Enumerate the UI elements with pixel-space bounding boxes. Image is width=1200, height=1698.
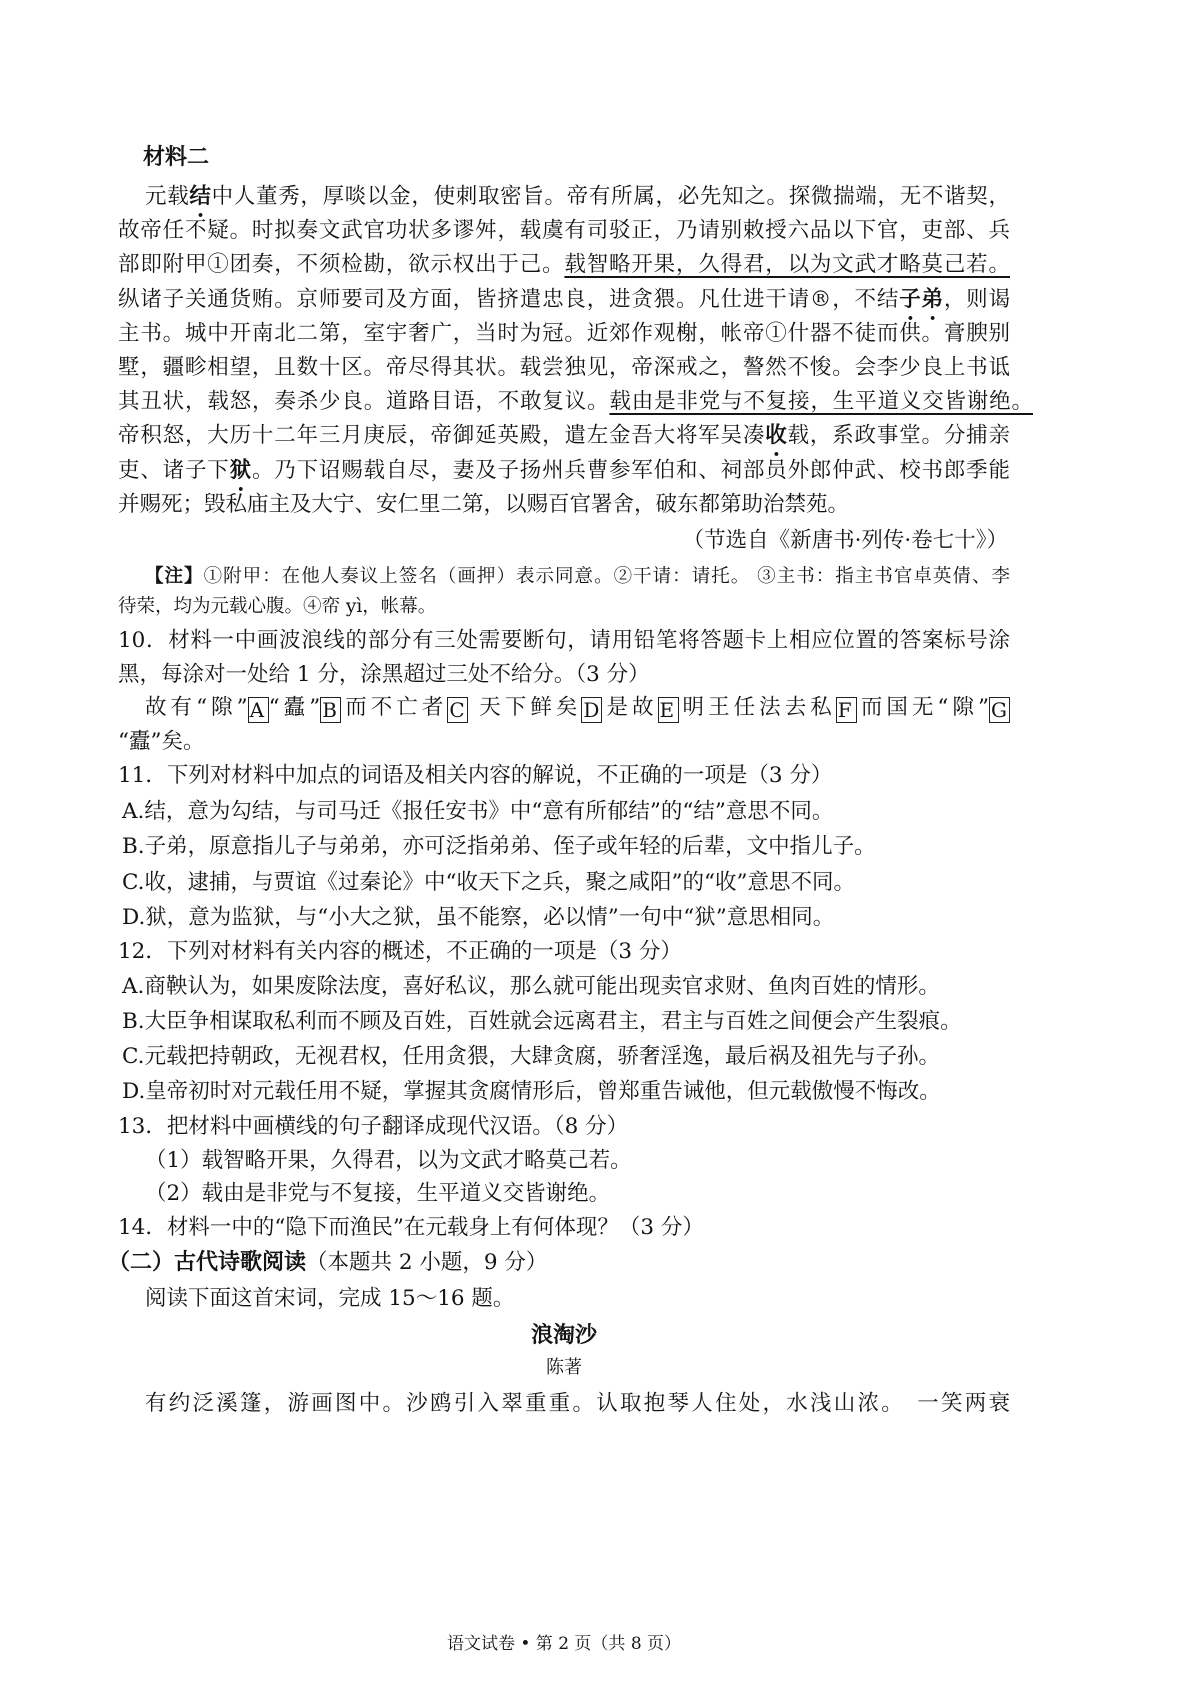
question-12 — [118, 934, 1018, 1109]
poem-line — [145, 1387, 1010, 1421]
poem-text: 有约泛溪篷，游画图中。沙鸥引入翠重重。认取抱琴人住处，水浅山浓。 — [145, 1391, 905, 1416]
poem-author: 陈著 — [546, 1357, 582, 1378]
passage-text: 其丑状，载怒，奏杀少良。道路目语，不敢复议。 — [118, 389, 610, 415]
sentence-segment: 而国无“隙” — [856, 695, 989, 720]
passage-line — [118, 488, 1010, 522]
passage-text: 吏、诸子下 — [118, 457, 230, 483]
passage-text: 。乃下诏赐载自尽，妻及子扬州兵曹参军伯和、祠部员外郎仲武、校书郎季能 — [251, 457, 1010, 483]
sentence-segment: 而不亡者 — [341, 695, 448, 720]
answer-box-d[interactable]: D — [581, 697, 602, 723]
sentence-tail: “蠹”矣。 — [118, 728, 205, 754]
passage-source: （节选自《新唐书·列传·卷七十》） — [682, 528, 1008, 553]
passage-text: 纵诸子关通货贿。京师要司及方面，皆挤遣忠良，进贪猥。凡仕进干请®，不结 — [118, 286, 900, 312]
option-d: D.皇帝初时对元载任用不疑，掌握其贪腐情形后，曾郑重告诫他，但元载傲慢不悔改。 — [122, 1079, 941, 1104]
question-stem: 10．材料一中画波浪线的部分有三处需要断句，请用铅笔将答题卡上相应位置的答案标号涂 — [118, 628, 1010, 653]
translation-item-2: （2）载由是非党与不复接，生平道义交皆谢绝。 — [145, 1181, 611, 1206]
passage-line — [118, 385, 1033, 419]
question-13 — [118, 1110, 1018, 1211]
answer-box-f[interactable]: F — [836, 697, 857, 723]
option-b: B.子弟，原意指儿子与弟弟，亦可泛指弟弟、侄子或年轻的后辈，文中指儿子。 — [122, 834, 876, 859]
passage-text: 载，系政事堂。分捕亲 — [787, 423, 1010, 449]
question-stem: 14．材料一中的“隐下而渔民”在元载身上有何体现？（3 分） — [118, 1215, 704, 1240]
underlined-sentence: 载智略开果，久得君，以为文武才略莫己若。 — [564, 252, 1010, 278]
passage-text: ，则谒 — [943, 286, 1010, 312]
question-11 — [118, 758, 1018, 936]
underlined-sentence: 载由是非党与不复接，生平道义交皆谢绝。 — [609, 389, 1033, 415]
section-instruction — [145, 1282, 1005, 1316]
annotation-line — [118, 562, 1010, 592]
question-14 — [118, 1211, 1018, 1245]
material-heading: 材料二 — [143, 145, 210, 170]
passage-line — [118, 454, 1010, 488]
instruction-text: 阅读下面这首宋词，完成 15～16 题。 — [145, 1286, 515, 1311]
poem-body — [145, 1387, 1010, 1421]
annotation-label: 【注】 — [145, 566, 204, 587]
translation-item-1: （1）载智略开果，久得君，以为文武才略莫己若。 — [145, 1147, 632, 1173]
section-line — [108, 1246, 1008, 1280]
question-stem: 黑，每涂对一处给 1 分，涂黑超过三处不给分。（3 分） — [118, 661, 650, 687]
sentence-break-line — [145, 691, 1010, 725]
passage-text: 墅，疆畛相望，且数十区。帝尽得其状。载尝独见，帝深戒之，謷然不悛。会李少良上书诋 — [118, 354, 1010, 380]
sentence-segment: 是故 — [602, 695, 658, 720]
option-a: A.商鞅认为，如果废除法度，喜好私议，那么就可能出现卖官求财、鱼肉百姓的情形。 — [122, 974, 940, 999]
option-c: C.元载把持朝政，无视君权，任用贪猥，大肆贪腐，骄奢淫逸，最后祸及祖先与子孙。 — [122, 1044, 941, 1069]
answer-box-g[interactable]: G — [989, 697, 1010, 723]
answer-box-a[interactable]: A — [248, 697, 269, 723]
page-footer: 语文试卷 • 第 2 页（共 8 页） — [446, 1634, 682, 1654]
sentence-segment: 故有“隙” — [145, 695, 248, 720]
section-heading — [108, 1246, 1008, 1280]
emphasized-word: 收 — [765, 423, 788, 449]
sentence-segment: “蠹” — [268, 695, 321, 720]
annotations — [118, 562, 1010, 622]
option-b: B.大臣争相谋取私利而不顾及百姓，百姓就会远离君主，君主与百姓之间便会产生裂痕。 — [122, 1009, 962, 1034]
passage-text: 元载 — [145, 184, 190, 209]
passage-text: 故帝任不疑。时拟奏文武官功状多谬舛，载虞有司驳正，乃请别敕授六品以下官，吏部、兵 — [118, 218, 1010, 244]
sentence-segment: 天下鲜矣 — [468, 695, 582, 720]
poem-text: 一笑两衰 — [914, 1391, 1010, 1416]
passage-text: 中人董秀，厚啖以金，使刺取密旨。帝有所属，必先知之。探微揣端，无不谐契， — [211, 184, 1010, 209]
answer-box-e[interactable]: E — [658, 697, 679, 723]
passage-line — [118, 283, 1010, 317]
passage-text: 主书。城中开南北二第，室宇奢广，当时为冠。近郊作观榭，帐帝①什器不徒而供。膏腴别 — [118, 320, 1010, 346]
answer-box-b[interactable]: B — [320, 697, 341, 723]
passage-line — [118, 180, 1010, 214]
question-10 — [118, 624, 1010, 758]
emphasized-word: 子弟 — [899, 286, 944, 312]
sentence-segment: 明王任法去私 — [678, 695, 836, 720]
emphasized-word: 狱 — [229, 457, 252, 483]
question-stem: 11．下列对材料中加点的词语及相关内容的解说，不正确的一项是（3 分） — [118, 763, 833, 788]
annotation-text: ①附甲：在他人奏议上签名（画押）表示同意。②干请：请托。 ③主书：指主书官卓英倩、李 — [203, 566, 1010, 587]
option-d: D.狱，意为监狱，与“小大之狱，虽不能察，必以情”一句中“狱”意思相同。 — [122, 905, 835, 930]
passage-line — [118, 351, 1010, 385]
answer-box-c[interactable]: C — [447, 697, 468, 723]
passage-text: 并赐死；毁私庙主及大宁、安仁里二第，以赐百官署舍，破东都第助治禁苑。 — [118, 491, 850, 517]
option-c: C.收，逮捕，与贾谊《过秦论》中“收天下之兵，聚之咸阳”的“收”意思不同。 — [122, 869, 855, 895]
poem-title: 浪淘沙 — [530, 1323, 597, 1348]
section-info: （本题共 2 小题，9 分） — [306, 1250, 548, 1275]
passage — [118, 180, 1033, 522]
passage-line — [118, 214, 1010, 248]
passage-line — [118, 419, 1010, 453]
section-title: （二）古代诗歌阅读 — [108, 1250, 307, 1275]
passage-line — [118, 248, 1010, 282]
passage-text: 帝积怒，大历十二年三月庚辰，帝御延英殿，遣左金吾大将军吴凑 — [118, 423, 766, 449]
option-a: A.结，意为勾结，与司马迁《报任安书》中“意有所郁结”的“结”意思不同。 — [122, 798, 834, 824]
question-stem: 13．把材料中画横线的句子翻译成现代汉语。（8 分） — [118, 1114, 629, 1139]
passage-text: 部即附甲①团奏，不须检勘，欲示权出于己。 — [118, 252, 565, 278]
annotation-line: 待荣，均为元载心腹。④帟 yì，帐幕。 — [118, 596, 437, 617]
question-stem: 12．下列对材料有关内容的概述，不正确的一项是（3 分） — [118, 939, 682, 964]
emphasized-word: 结 — [189, 184, 212, 209]
passage-line — [118, 317, 1010, 351]
